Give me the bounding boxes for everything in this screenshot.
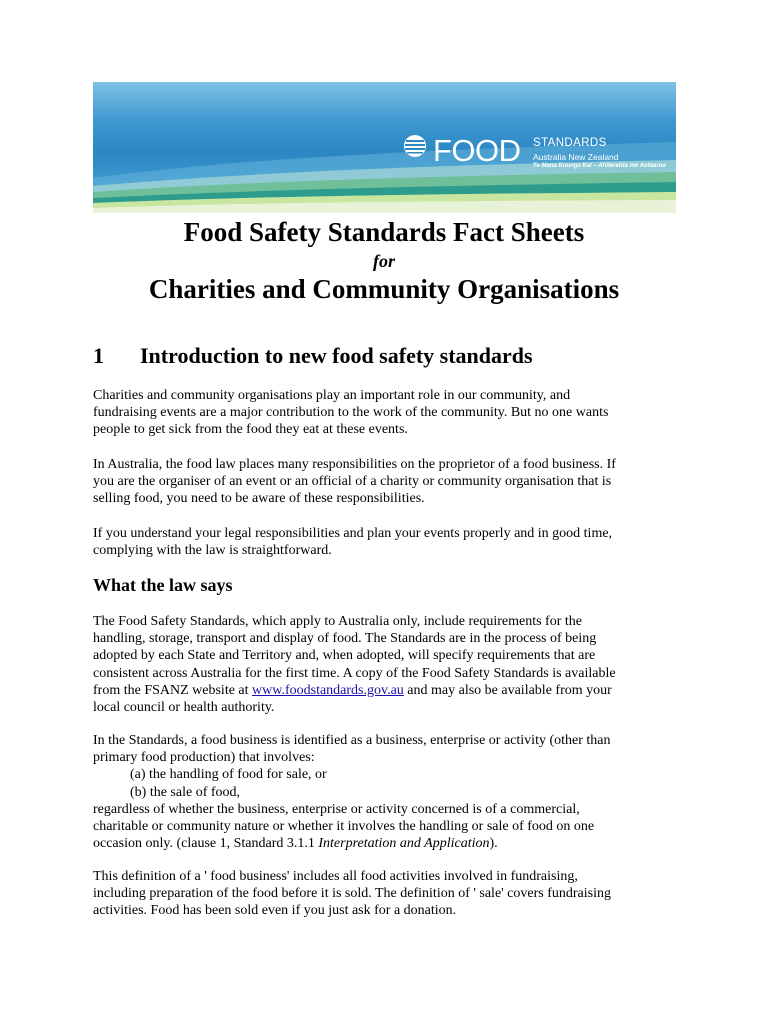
text-line: In Australia, the food law places many responsibilities on the proprietor of a food business. If: [93, 457, 616, 472]
document-title: Food Safety Standards Fact Sheets: [183, 217, 585, 247]
text-line: [93, 835, 693, 852]
text-line: you are the organiser of an event or an official of a charity or community organisation that is: [93, 474, 612, 490]
text-line: charitable or community nature or whether it involves the handling or sale of food on one: [93, 819, 595, 835]
document-title-for: for: [373, 251, 395, 271]
law-paragraph-2: [93, 732, 693, 852]
list-item: (a) the handling of food for sale, or: [130, 767, 327, 783]
text-line: If you understand your legal responsibilities and plan your events properly and in good time,: [93, 526, 613, 541]
logo-maori-text: Te Mana Kounga Kai – Ahitereiria me Aotearoa: [533, 163, 666, 169]
text-line: This definition of a ' food business' includes all food activities involved in fundraising,: [93, 869, 578, 884]
text-line: including preparation of the food before it is sold. The definition of ' sale' covers fundraising: [93, 886, 611, 902]
logo-region-text: Australia New Zealand: [533, 152, 619, 162]
logo-standards-text: STANDARDS: [533, 137, 607, 149]
text-line: regardless of whether the business, enterprise or activity concerned is of a commercial,: [93, 801, 580, 817]
intro-paragraph-2: [93, 456, 693, 508]
text-segment: occasion only. (clause 1, Standard 3.1.1: [93, 836, 319, 852]
law-paragraph-1: [93, 613, 693, 716]
text-line: In the Standards, a food business is identified as a business, enterprise or activity (other than: [93, 733, 611, 748]
section-number: 1: [93, 343, 104, 368]
text-segment: ).: [489, 836, 498, 852]
text-line: activities. Food has been sold even if you just ask for a donation.: [93, 903, 457, 919]
text-line: local council or health authority.: [93, 700, 275, 716]
text-line: [93, 682, 693, 699]
text-segment: from the FSANZ website at: [93, 682, 253, 698]
text-line: handling, storage, transport and display of food. The Standards are in the process of being: [93, 631, 597, 647]
text-line: primary food production) that involves:: [93, 750, 315, 766]
fsanz-website-link[interactable]: www.foodstandards.gov.au: [252, 682, 404, 698]
list-item: (b) the sale of food,: [130, 784, 241, 800]
text-line: fundraising events are a major contribution to the work of the community. But no one wants: [93, 405, 609, 421]
text-line: The Food Safety Standards, which apply to Australia only, include requirements for the: [93, 614, 582, 629]
text-line: selling food, you need to be aware of these responsibilities.: [93, 491, 425, 507]
intro-paragraph-3: [93, 525, 693, 559]
header-banner: [93, 82, 676, 213]
section-heading: [93, 342, 533, 370]
section-title: Introduction to new food safety standards: [140, 343, 533, 368]
logo-food-text: FOOD: [433, 133, 521, 168]
text-line: consistent across Australia for the first time. A copy of the Food Safety Standards is available: [93, 665, 616, 681]
text-line: adopted by each State and Territory and, when adopted, will specify requirements that are: [93, 648, 596, 664]
fsanz-logo-icon: [403, 134, 427, 158]
intro-paragraph-1: [93, 387, 693, 439]
text-line: complying with the law is straightforward.: [93, 543, 332, 559]
document-subtitle: Charities and Community Organisations: [148, 274, 620, 304]
text-segment: and may also be available from your: [403, 682, 612, 698]
law-paragraph-3: [93, 868, 693, 920]
subsection-heading: What the law says: [93, 575, 233, 595]
standard-name: Interpretation and Application: [318, 836, 490, 852]
text-line: Charities and community organisations play an important role in our community, and: [93, 388, 571, 403]
text-line: people to get sick from the food they eat at these events.: [93, 422, 408, 438]
